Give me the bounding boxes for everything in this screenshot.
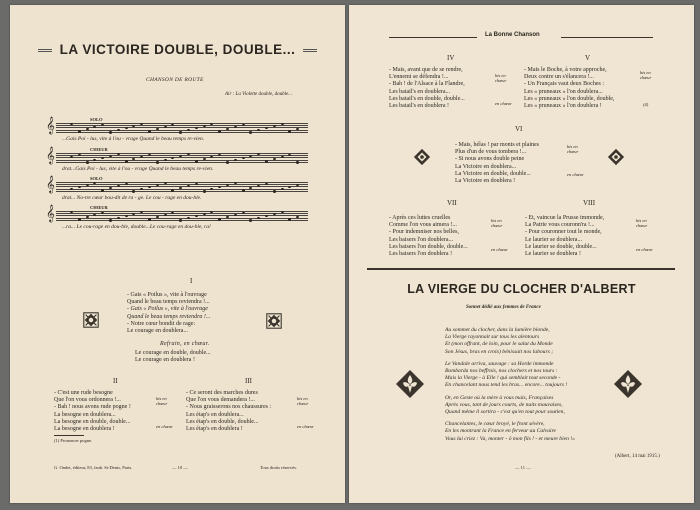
stanza-numeral: II: [113, 377, 118, 385]
verse-line: - Nous graisserons nos chaussures :: [186, 404, 272, 411]
music-note: [265, 183, 268, 185]
verse-line: Les « pruneaux » l'on doublera !: [524, 103, 602, 110]
poem-title: LA VIERGE DU CLOCHER D'ALBERT: [407, 282, 636, 296]
stanza-8: [525, 215, 604, 258]
stanza-1: [127, 292, 210, 335]
publisher: G. Ondet, éditeur, 83, faub. St-Denis, Paris.: [54, 465, 133, 470]
refrain: [135, 350, 211, 364]
music-note: [78, 130, 81, 132]
stanza-7: [389, 215, 468, 258]
brace-label: en chœur: [491, 247, 508, 252]
brace-label: bis en chœur: [567, 144, 579, 154]
fleuron-ornament-icon: [82, 311, 100, 329]
music-note: [109, 155, 112, 157]
music-note: [78, 218, 81, 220]
brace-label: en chœur: [495, 101, 512, 106]
footnote-rule: [54, 435, 84, 436]
header-rule: [389, 37, 477, 38]
stanza-6: [455, 142, 539, 185]
verse-line: - Si nous avons double peine: [455, 156, 525, 163]
verse-line: Les batail's en doublera...: [389, 88, 451, 95]
brace-label: bis en chœur: [491, 218, 503, 228]
song-title: LA VICTOIRE DOUBLE, DOUBLE...: [10, 42, 345, 57]
music-note: [273, 125, 276, 127]
music-note: [281, 211, 284, 213]
verse-line: Les étap's en doublera...: [186, 411, 244, 418]
section-rule: [367, 268, 675, 270]
verse-line: Après vous, tant de jours courts, de nuits mauvaises,: [445, 401, 563, 408]
fleur-de-lis-ornament-icon: [395, 369, 425, 399]
verse-line: Quand même il sortira - c'est qu'en tout pour soutien,: [445, 409, 565, 416]
verse-line: - Ce seront des marches dures: [186, 390, 258, 396]
music-note: [148, 218, 151, 220]
staff-line: [56, 130, 308, 131]
poem-date: (Albert, 14 mai 1915.): [615, 454, 660, 459]
music-note: [273, 213, 276, 215]
verse-line: La besogne en double, double...: [54, 418, 131, 425]
music-note: [203, 213, 206, 215]
verse-line: Les étap's en double, double...: [186, 418, 259, 425]
stanza-numeral: VII: [447, 199, 457, 207]
verse-line: - Bah ! de l'Alsace à la Flandre,: [389, 81, 465, 88]
verse-line: La Victoire en doublera !: [455, 178, 516, 185]
verse-line: Comme l'on vous aimera !...: [389, 222, 457, 229]
music-note: [265, 160, 268, 162]
song-subtitle: CHANSON DE ROUTE: [146, 77, 204, 83]
music-note: [242, 212, 245, 214]
verse-line: Mais la Vierge - à Elle ! qui semblait tout seconde -: [445, 375, 561, 382]
verse-line: - Bah ! nous avons rude pogne !: [54, 404, 131, 411]
stanza-numeral: I: [190, 277, 193, 285]
verse-line: Que l'on vous demandera !...: [186, 397, 255, 404]
music-note: [164, 214, 167, 216]
music-note: [148, 154, 151, 156]
verse-line: Son Jésus, bras en croix) bénissait nos labours ;: [445, 348, 554, 355]
page-number: — 10 —: [172, 465, 188, 470]
music-note: [226, 184, 229, 186]
music-note: [296, 161, 299, 163]
music-note: [140, 211, 143, 213]
brace-label: bis en chœur: [636, 218, 648, 228]
verse-line: Vous lui criez : Va, monter - ô mon fils ! - et meure bien !»: [445, 435, 575, 442]
left-page: [10, 5, 345, 503]
music-note: [125, 127, 128, 129]
verse-line: Le laurier se double, double...: [525, 243, 597, 250]
verse-line: La Victoire en doublera...: [455, 163, 517, 170]
stanza-numeral: VI: [515, 125, 523, 133]
score-lyric: ...Gais Poi - lus, vite à l'ou - vrage Quand le beau temps re-vien.: [62, 136, 205, 142]
verse-line: - Mais, avant que de se rendre,: [389, 67, 463, 73]
score-part-label: SOLO: [90, 117, 103, 122]
brace-label: bis en chœur: [640, 70, 652, 80]
music-note: [234, 182, 237, 184]
verse-line: Le laurier se doublera...: [525, 236, 582, 243]
staff-line: [56, 162, 308, 163]
music-note: [195, 183, 198, 185]
fleur-de-lis-ornament-icon: [613, 369, 643, 399]
refrain-label: Refrain, en chœur.: [160, 341, 210, 347]
dedication: Sonnet dédié aux femmes de France: [466, 305, 541, 310]
music-note: [203, 125, 206, 127]
verse-line: - Mais, hélas ! par monts et plaines: [455, 142, 539, 148]
brace-label: bis en chœur: [156, 396, 168, 406]
running-header: La Bonne Chanson: [485, 32, 540, 38]
brace-label: (4): [643, 102, 649, 107]
verse-line: La besogne en doublera !: [54, 426, 115, 433]
verse-line: La Vierge rayonnait sur tous les alentours: [445, 334, 540, 341]
music-note: [78, 154, 81, 156]
verse-line: - Un Français vaut deux Boches :: [524, 81, 604, 88]
stanza-numeral: VIII: [583, 199, 596, 207]
treble-clef-icon: 𝄞: [46, 148, 55, 164]
music-note: [257, 153, 260, 155]
verse-line: Or, en Geste où la mère à vous mais, Françaises: [445, 394, 554, 401]
score-part-label: CHŒUR: [90, 147, 108, 152]
verse-line: Le courage en double, double...: [135, 350, 211, 356]
verse-line: Deux contre un s'élancera !...: [524, 74, 594, 81]
treble-clef-icon: 𝄞: [46, 118, 55, 134]
verse-line: Les baisers l'on double, double...: [389, 243, 468, 250]
stanza-5: [524, 67, 614, 110]
music-note: [117, 185, 120, 187]
music-note: [226, 161, 229, 163]
staff-line: [56, 189, 308, 190]
brace-label: en chœur: [636, 247, 653, 252]
music-note: [203, 190, 206, 192]
verse-line: Que l'on vous ordonnera !...: [54, 397, 121, 404]
music-note: [140, 123, 143, 125]
verse-line: Bombarda nos beffrois, nos clochers et nos tours :: [445, 368, 558, 375]
verse-line: Le courage en doublera !: [135, 357, 195, 364]
verse-line: - Gais « Poilus », vite à l'ouvrage: [127, 306, 208, 313]
stanza-numeral: IV: [447, 54, 455, 62]
music-note: [187, 153, 190, 155]
music-note: [101, 189, 104, 191]
verse-line: Plus d'un de vous tombera !...: [455, 149, 527, 156]
verse-line: La besogne en doublera...: [54, 411, 116, 418]
verse-line: Quand le beau temps reviendra !...: [127, 313, 211, 320]
staff-line: [56, 211, 308, 212]
music-note: [234, 214, 237, 216]
verse-line: En chancelant nous tend les bras... encore... toujours !: [445, 382, 568, 389]
music-note: [242, 157, 245, 159]
treble-clef-icon: 𝄞: [46, 177, 55, 193]
verse-line: - Gais « Poilus », vite à l'ouvrage: [127, 292, 207, 298]
brace-label: en chœur: [156, 424, 173, 429]
verse-line: Chancelantes, le cœur broyé, le front sévère,: [445, 421, 545, 428]
music-note: [86, 184, 89, 186]
music-note: [148, 130, 151, 132]
score-lyric: ...ra... Le cou-rage en dou-ble, double...Le cou-rage en dou-ble, ra!: [62, 224, 211, 230]
music-note: [125, 160, 128, 162]
music-note: [234, 126, 237, 128]
staff-line: [56, 153, 308, 154]
verse-line: L'ennemi se défendra !...: [389, 74, 449, 81]
music-note: [281, 123, 284, 125]
verse-line: - Et, vaincue la Prusse immonde,: [525, 215, 605, 221]
music-note: [179, 131, 182, 133]
verse-line: - Pour couronner tout le monde,: [525, 229, 602, 236]
music-note: [109, 131, 112, 133]
diamond-ornament-icon: [413, 148, 431, 166]
verse-line: Quand le beau temps reviendra !...: [127, 299, 210, 306]
air-note: Air : La Violette double, double...: [225, 92, 292, 97]
stanza-3: [186, 390, 271, 433]
brace-label: bis en chœur: [495, 73, 507, 83]
rights-notice: Tous droits réservés.: [260, 465, 298, 470]
page-number: — 11 —: [515, 465, 531, 470]
music-note: [70, 211, 73, 213]
verse-line: Les baisers l'on doublera !: [389, 251, 453, 258]
verse-line: Les étap's en doublera !: [186, 426, 243, 433]
verse-line: Le Vandale arriva, sauvage : sa Horde immonde: [445, 360, 554, 367]
verse-line: Les « pruneaux » l'on double, double,: [524, 95, 615, 102]
music-note: [164, 182, 167, 184]
footnote: (1) Prononcer pogne.: [54, 438, 93, 443]
staff-line: [56, 123, 308, 124]
score-lyric: drat...Gais Poi - lus, vite à l'ou - vrage Quand le beau temps re-vien.: [62, 166, 214, 172]
verse-line: Les batail's en doublera !: [389, 103, 450, 110]
music-note: [242, 189, 245, 191]
music-note: [70, 123, 73, 125]
music-note: [125, 215, 128, 217]
brace-label: en chœur: [567, 172, 584, 177]
verse-line: - Mais le Boche, à votre approche,: [524, 67, 607, 73]
stanza-numeral: III: [245, 377, 252, 385]
music-note: [156, 161, 159, 163]
music-note: [132, 190, 135, 192]
verse-line: Au sommet du clocher, dans la lumière blonde,: [445, 327, 550, 333]
verse-line: Les batail's en double, double...: [389, 95, 465, 102]
music-note: [249, 131, 252, 133]
staff-line: [56, 218, 308, 219]
sonnet: [445, 327, 575, 443]
verse-line: - Après ces luttes cruelles: [389, 215, 451, 221]
music-note: [86, 161, 89, 163]
music-note: [281, 156, 284, 158]
verse-line: En les montrant la France en ferveur au Calvaire: [445, 428, 557, 435]
music-note: [242, 124, 245, 126]
stanza-2: [54, 390, 131, 433]
music-note: [273, 190, 276, 192]
music-note: [218, 218, 221, 220]
verse-line: Les « pruneaux » l'on doublera...: [524, 88, 603, 95]
header-rule: [561, 37, 653, 38]
verse-line: - Pour indemniser nos belles,: [389, 229, 459, 236]
verse-line: La Patrie vous couronn'ra !...: [525, 222, 595, 229]
verse-line: Le laurier se doublera !: [525, 251, 581, 258]
verse-line: La Victoire en double, double...: [455, 170, 531, 177]
brace-label: en chœur: [297, 424, 314, 429]
music-note: [109, 219, 112, 221]
staff-line: [56, 184, 308, 185]
treble-clef-icon: 𝄞: [46, 206, 55, 222]
verse-line: Le courage en doublera...: [127, 328, 188, 335]
music-note: [164, 126, 167, 128]
fleuron-ornament-icon: [265, 312, 283, 330]
brace-label: bis en chœur: [297, 396, 309, 406]
music-note: [179, 219, 182, 221]
score-part-label: CHŒUR: [90, 205, 108, 210]
staff-line: [56, 191, 308, 192]
stanza-4: [389, 67, 465, 110]
music-note: [117, 153, 120, 155]
score-part-label: SOLO: [90, 176, 103, 181]
verse-line: Les baisers l'on doublera...: [389, 236, 454, 243]
verse-line: Et (mon offrant, de loin, pour le salut du Monde: [445, 341, 553, 348]
verse-line: - Notre cœur bondit de rage:: [127, 320, 196, 327]
music-note: [125, 183, 128, 185]
stanza-numeral: V: [585, 54, 591, 62]
score-lyric: drat... No-tre cœur bou-dit de ra - ge. Le cou - rage en dou-ble.: [62, 195, 202, 201]
music-note: [249, 219, 252, 221]
music-note: [195, 160, 198, 162]
music-note: [156, 184, 159, 186]
diamond-ornament-icon: [607, 148, 625, 166]
verse-line: - C'est une rude besogne: [54, 390, 113, 396]
right-page: [349, 5, 694, 503]
music-note: [218, 130, 221, 132]
